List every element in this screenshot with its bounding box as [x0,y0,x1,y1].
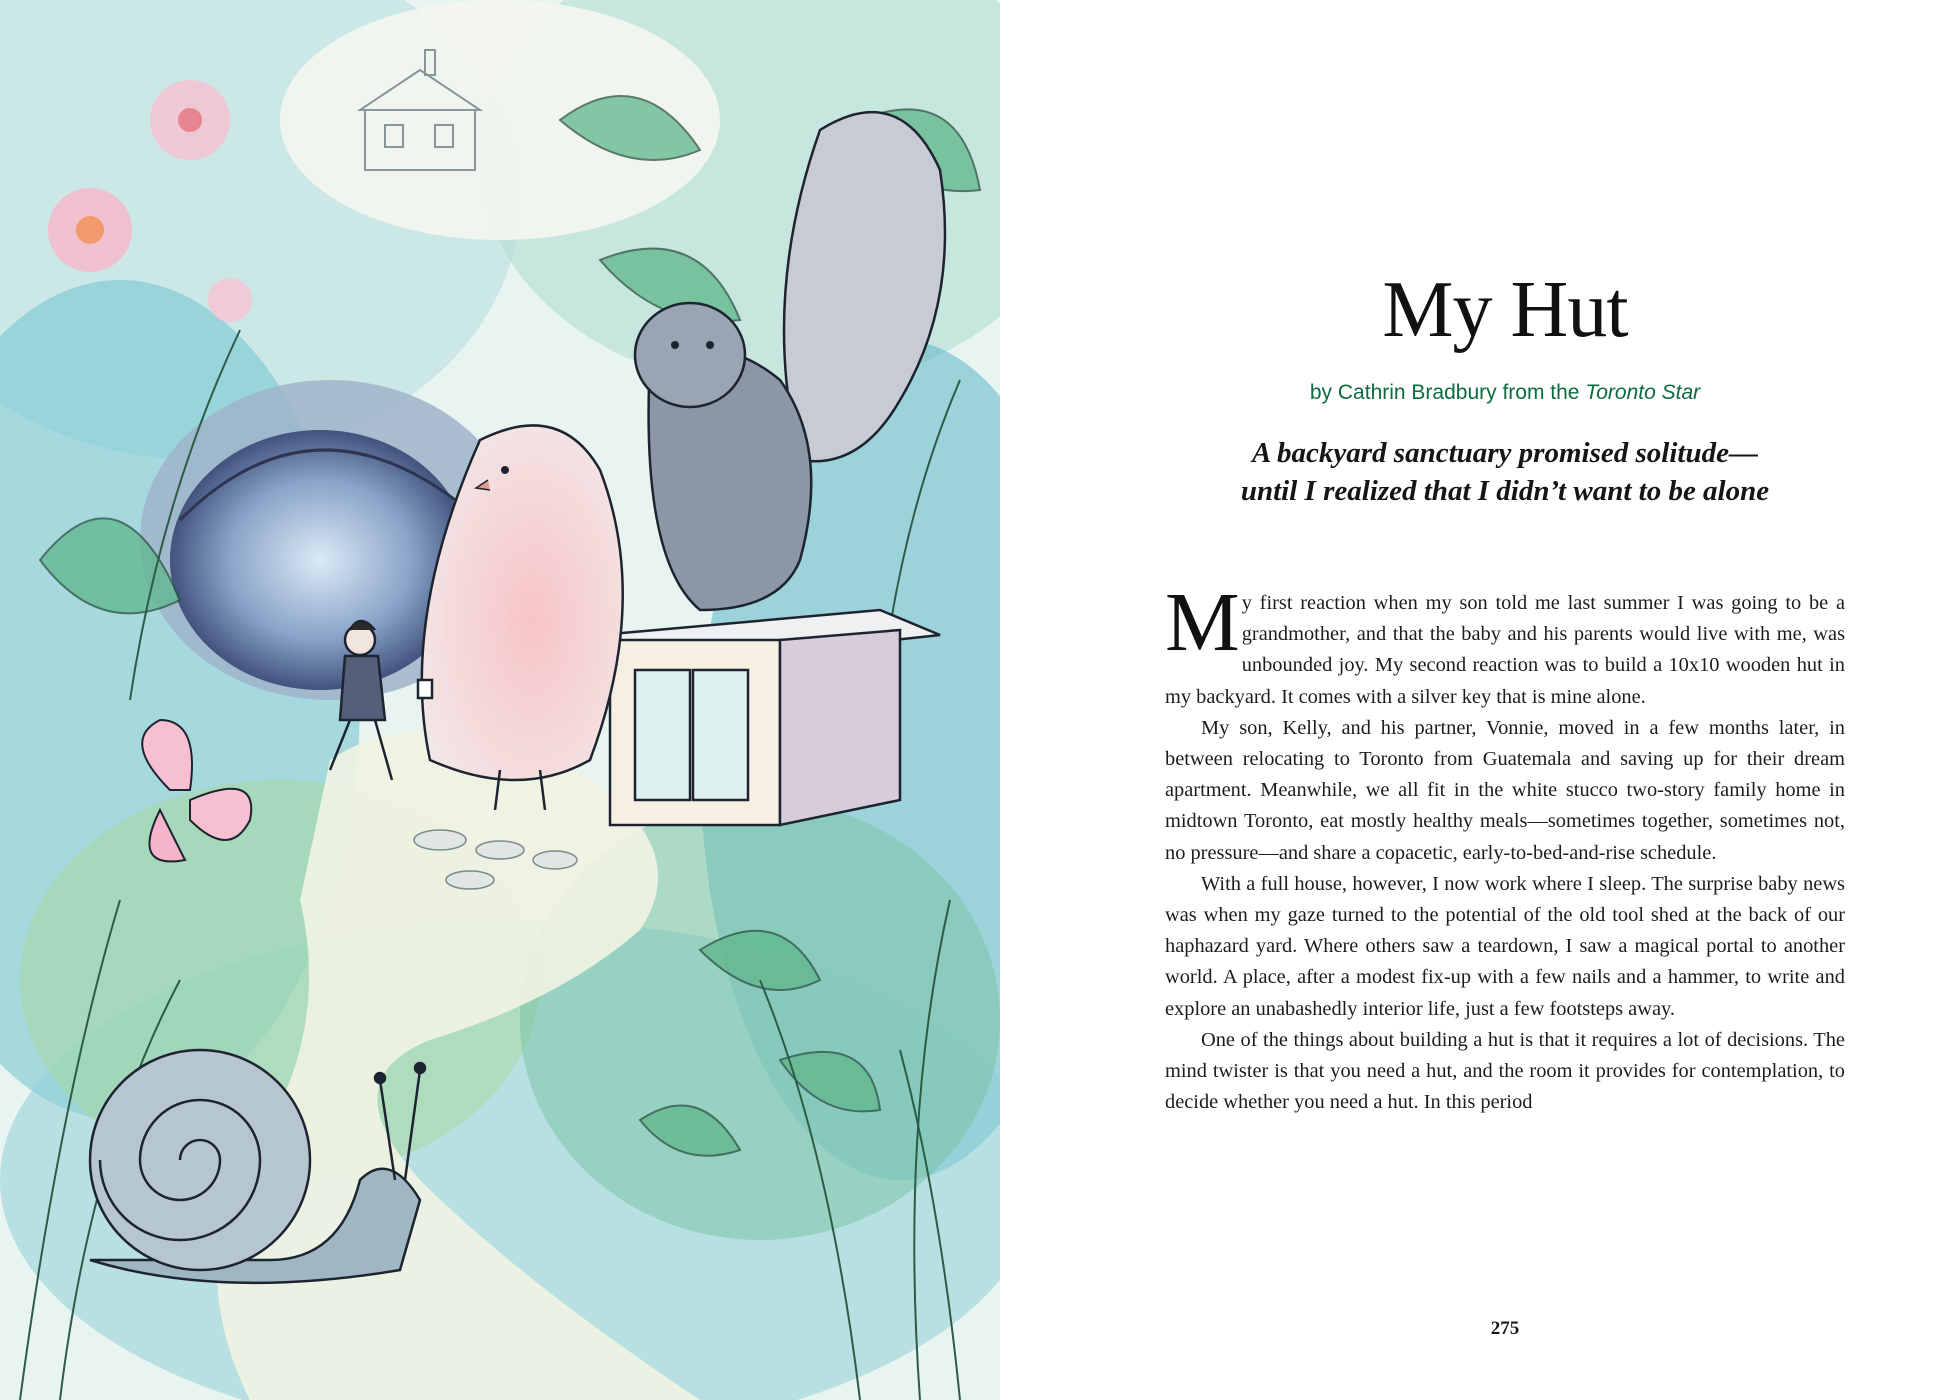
article-dek [1165,434,1845,510]
article [1165,0,1845,1400]
byline-author: by Cathrin Bradbury from the [1309,381,1586,404]
article-title: My Hut [1382,266,1628,354]
article-body [1165,576,1845,1118]
paragraph-1 [1165,576,1845,713]
page-number: 275 [1490,1318,1520,1339]
dek-line-1: A backyard sanctuary promised solitude— [1252,437,1758,469]
paragraph-1-text: y first reaction when my son told me last summer I was going to be a grandmother, and that the baby and his parents would live with me, was unbounded joy. My second reaction was to build a 10x10 wooden hut in my backyard. It comes with a silver key that is mine alone. [1165,592,1845,708]
byline-publication: Toronto Star [1585,381,1701,404]
dek-line-2: until I realized that I didn’t want to be alone [1240,475,1770,507]
hut [600,610,940,825]
paragraph-4: One of the things about building a hut is that it requires a lot of decisions. The mind twister is that you need a hut, and the room it provides for contemplation, to decide whether you need a hut. In this period [1165,1028,1845,1114]
paragraph-2: My son, Kelly, and his partner, Vonnie, moved in a few months later, in between relocating to Toronto from Guatemala and saving up for their dream apartment. Meanwhile, we all fit in the white stucco two-story family home in midtown Toronto, eat mostly healthy meals—sometimes together, sometimes not, no pressure—and share a copacetic, early-to-bed-and-rise schedule. [1165,716,1845,864]
paragraph-3: With a full house, however, I now work where I sleep. The surprise baby news was when my gaze turned to the potential of the old tool shed at the back of our haphazard yard. Where others saw a teardown, I saw a magical portal to another world. A place, after a modest fix-up with a few nails and a hammer, to write and explore an unabashedly interior life, just a few footsteps away. [1165,872,1845,1020]
byline [1165,378,1845,408]
drop-cap: M [1165,576,1240,669]
